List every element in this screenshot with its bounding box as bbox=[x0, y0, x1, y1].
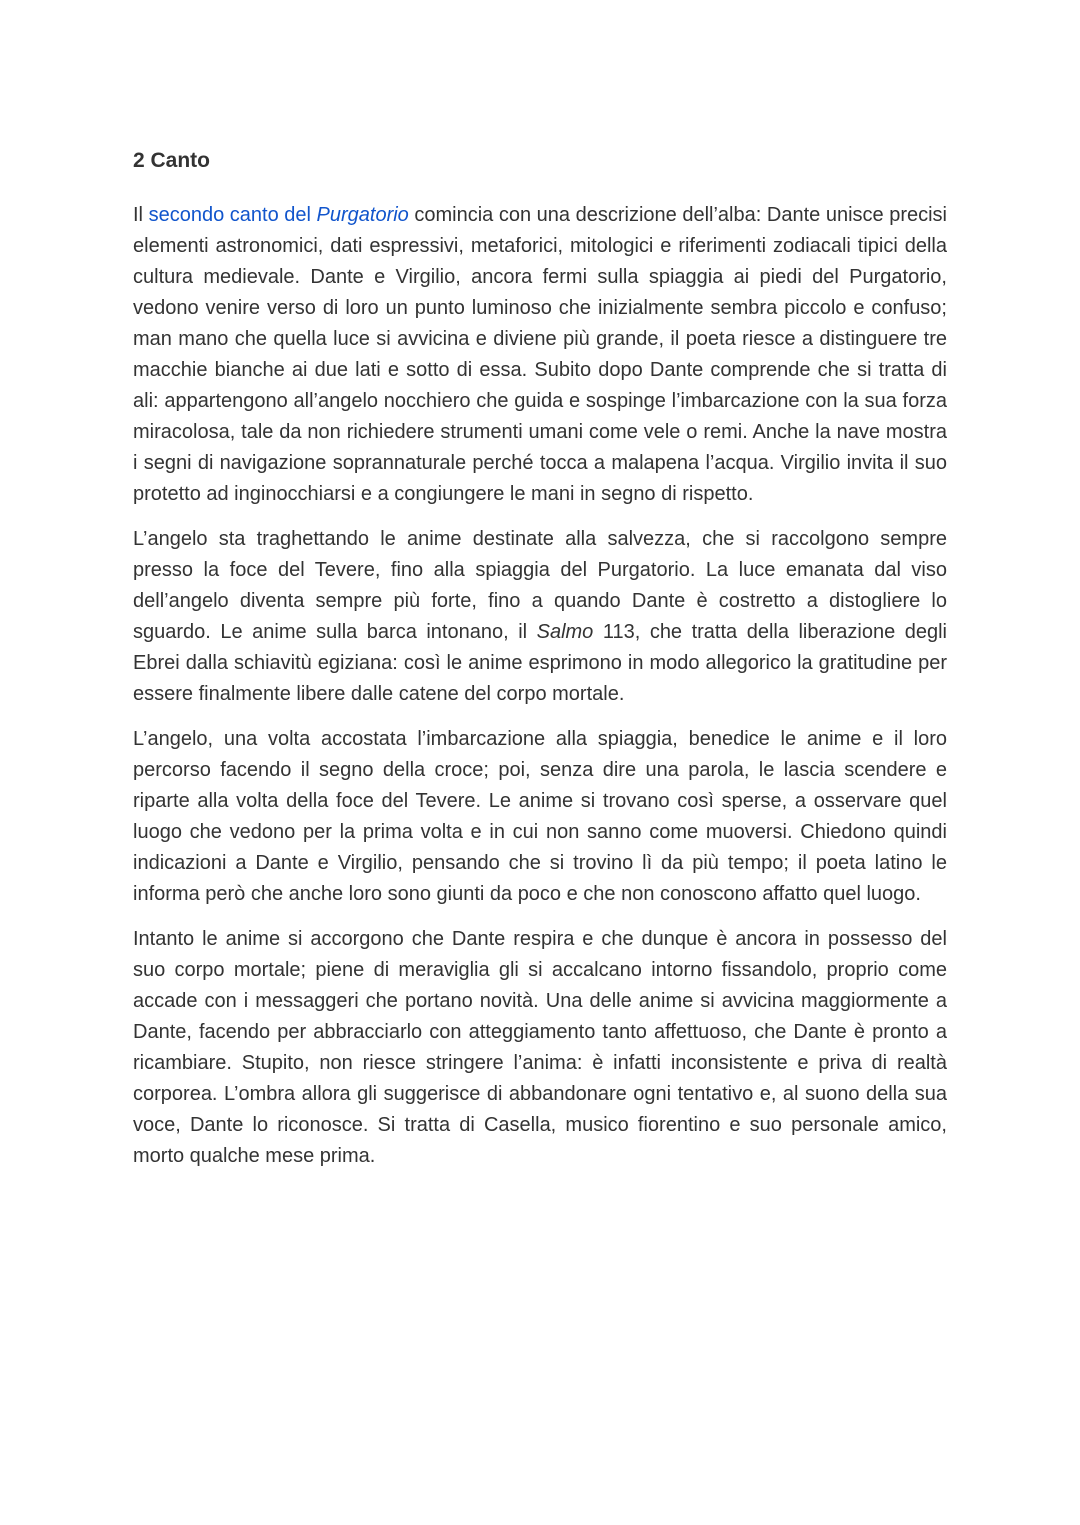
paragraph-2 bbox=[133, 524, 947, 710]
purgatorio-link-text[interactable]: secondo canto del bbox=[148, 204, 317, 226]
paragraph-2-text-before-italic: L’angelo sta traghettando le anime destinate alla salvezza, che si raccolgono sempre presso la foce del Tevere, fino alla spiaggia del Purgatorio. La luce emanata dal viso dell’angelo diventa sempre più forte, fino a quando Dante è costretto a distogliere lo sguardo. Le anime sulla barca intonano, il bbox=[133, 528, 947, 643]
paragraph-1-text-after-link: comincia con una descrizione dell’alba: Dante unisce precisi elementi astronomici, dati espressivi, metaforici, mitologici e riferimenti zodiacali tipici della cultura medievale. Dante e Virgilio, ancora fermi sulla spiaggia ai piedi del Purgatorio, vedono venire verso di loro un punto luminoso che inizialmente sembra piccolo e confuso; man mano che quella luce si avvicina e diviene più grande, il poeta riesce a distinguere tre macchie bianche ai due lati e sotto di essa. Subito dopo Dante comprende che si tratta di ali: appartengono all’angelo nocchiero che guida e sospinge l’imbarcazione con la sua forza miracolosa, tale da non richiedere strumenti umani come vele o remi. Anche la nave mostra i segni di navigazione soprannaturale perché tocca a malapena l’acqua. Virgilio invita il suo protetto ad inginocchiarsi e a congiungere le mani in segno di rispetto. bbox=[133, 204, 947, 505]
purgatorio-link[interactable] bbox=[149, 204, 409, 226]
paragraph-2-italic-salmo: Salmo bbox=[536, 621, 594, 643]
paragraph-3 bbox=[133, 724, 947, 910]
paragraph-3-text: L’angelo, una volta accostata l’imbarcazione alla spiaggia, benedice le anime e il loro percorso facendo il segno della croce; poi, senza dire una parola, le lascia scendere e riparte alla volta della foce del Tevere. Le anime si trovano così sperse, a osservare quel luogo che vedono per la prima volta e in cui non sanno come muoversi. Chiedono quindi indicazioni a Dante e Virgilio, pensando che si trovino lì da più tempo; il poeta latino le informa però che anche loro sono giunti da poco e che non conoscono affatto quel luogo. bbox=[133, 728, 947, 905]
paragraph-4-text: Intanto le anime si accorgono che Dante respira e che dunque è ancora in possesso del suo corpo mortale; piene di meraviglia gli si accalcano intorno fissandolo, proprio come accade con i messaggeri che portano novità. Una delle anime si avvicina maggiormente a Dante, facendo per abbracciarlo con atteggiamento tanto affettuoso, che Dante è pronto a ricambiare. Stupito, non riesce stringere l’anima: è infatti inconsistente e priva di realtà corporea. L’ombra allora gli suggerisce di abbandonare ogni tentativo e, al suono della sua voce, Dante lo riconosce. Si tratta di Casella, musico fiorentino e suo personale amico, morto qualche mese prima. bbox=[133, 928, 947, 1167]
purgatorio-link-italic-text[interactable]: Purgatorio bbox=[316, 204, 409, 226]
paragraph-1 bbox=[133, 200, 947, 510]
paragraph-4 bbox=[133, 924, 947, 1172]
paragraph-1-text-before-link: Il bbox=[133, 204, 149, 226]
document-heading: 2 Canto bbox=[133, 149, 211, 172]
paragraph-2-text-after-italic: 113, che tratta della liberazione degli Ebrei dalla schiavitù egiziana: così le anime esprimono in modo allegorico la gratitudine per essere finalmente libere dalle catene del corpo mortale. bbox=[133, 621, 947, 705]
